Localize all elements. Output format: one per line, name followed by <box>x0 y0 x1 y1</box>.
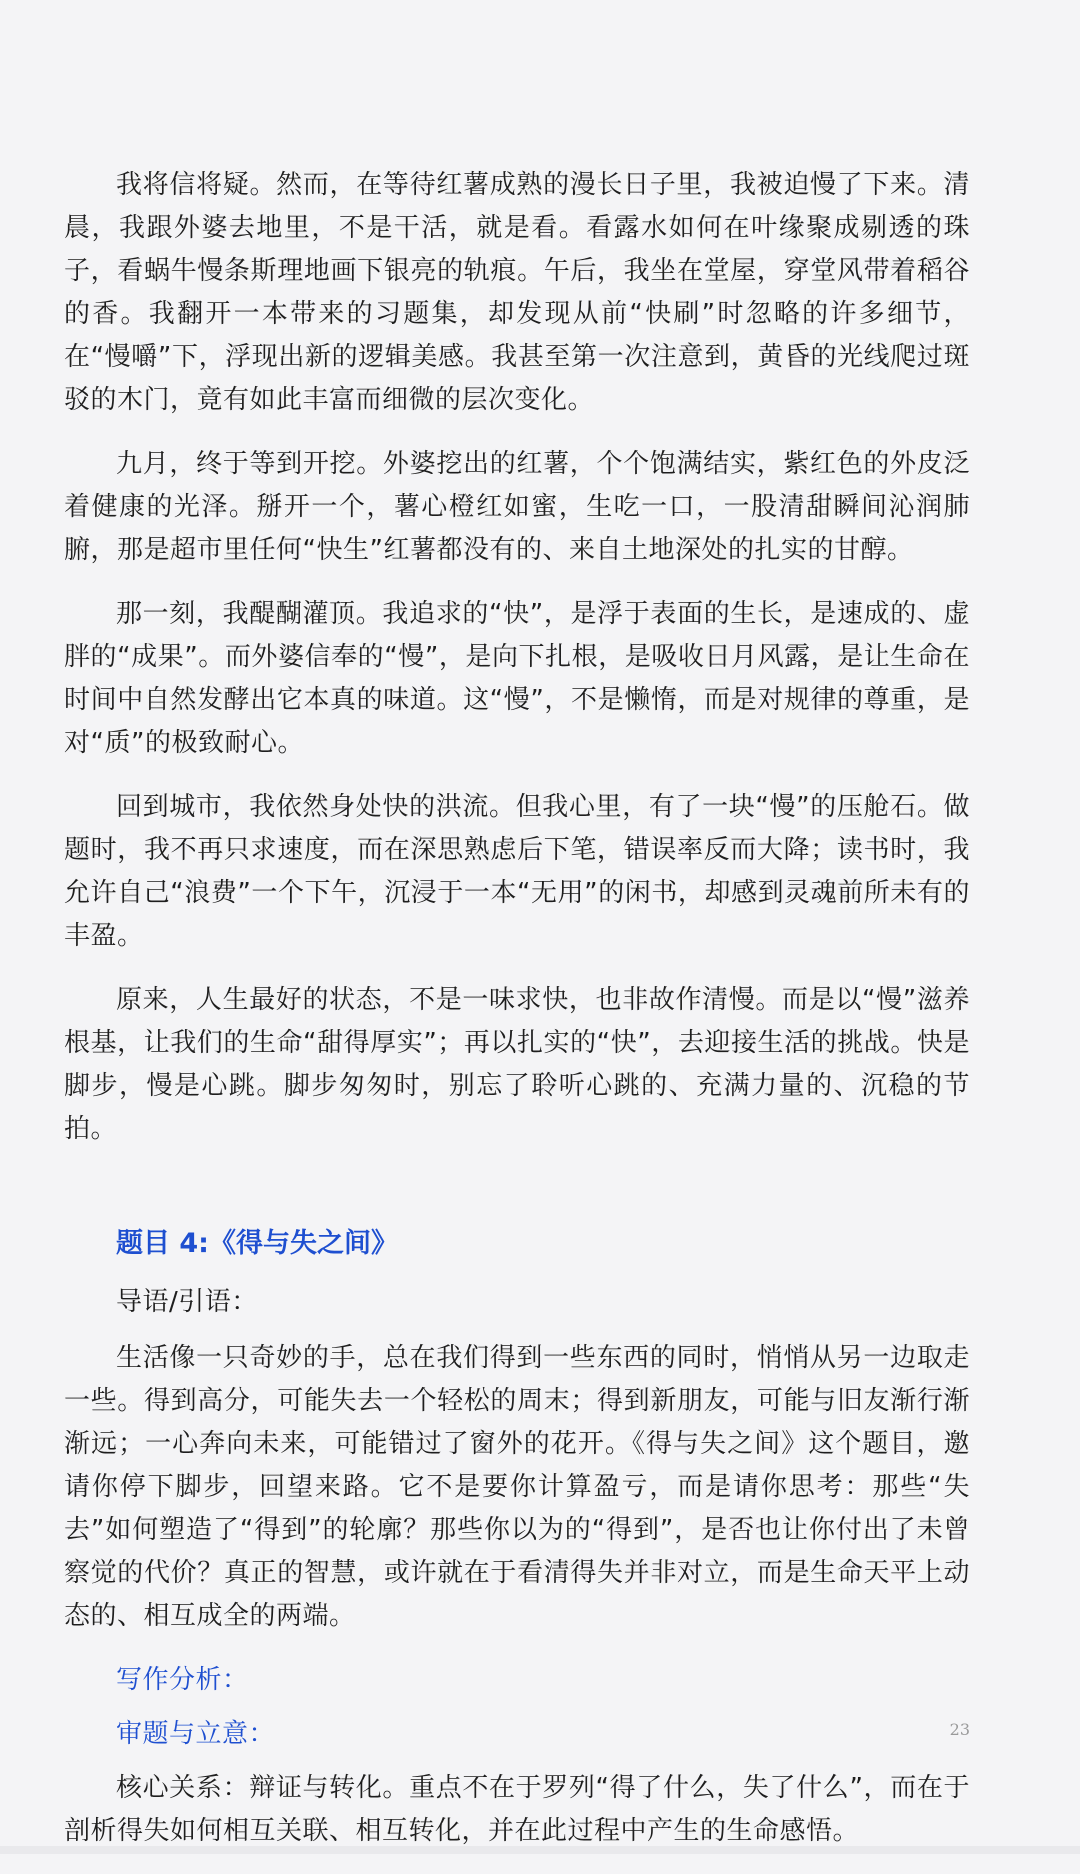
topic-heading: 题目 4:《得与失之间》 <box>116 1228 398 1259</box>
intro-label: 导语/引语： <box>116 1287 258 1317</box>
theme-label: 审题与立意： <box>116 1719 276 1749</box>
document-body <box>64 164 970 1874</box>
paragraph: 那一刻，我醍醐灌顶。我追求的“快”，是浮于表面的生长，是速成的、虚胖的“成果”。而外婆信奉的“慢”，是向下扎根，是吸收日月风露，是让生命在时间中自然发酵出它本真的味道。这“慢”，不是懒惰，而是对规律的尊重，是对“质”的极致耐心。 <box>64 599 970 758</box>
intro-paragraph: 生活像一只奇妙的手，总在我们得到一些东西的同时，悄悄从另一边取走一些。得到高分，可能失去一个轻松的周末；得到新朋友，可能与旧友渐行渐渐远；一心奔向未来，可能错过了窗外的花开。《得与失之间》这个题目，邀请你停下脚步，回望来路。它不是要你计算盈亏，而是请你思考：那些“失去”如何塑造了“得到”的轮廓？那些你以为的“得到”，是否也让你付出了未曾察觉的代价？真正的智慧，或许就在于看清得失并非对立，而是生命天平上动态的、相互成全的两端。 <box>64 1343 970 1631</box>
analysis-label: 写作分析： <box>116 1665 249 1695</box>
core-paragraph: 核心关系：辩证与转化。重点不在于罗列“得了什么，失了什么”，而在于剖析得失如何相互关联、相互转化，并在此过程中产生的生命感悟。 <box>64 1773 970 1846</box>
paragraph: 回到城市，我依然身处快的洪流。但我心里，有了一块“慢”的压舱石。做题时，我不再只求速度，而在深思熟虑后下笔，错误率反而大降；读书时，我允许自己“浪费”一个下午，沉浸于一本“无用”的闲书，却感到灵魂前所未有的丰盈。 <box>64 792 970 951</box>
paragraph: 我将信将疑。然而，在等待红薯成熟的漫长日子里，我被迫慢了下来。清晨，我跟外婆去地里，不是干活，就是看。看露水如何在叶缘聚成剔透的珠子，看蜗牛慢条斯理地画下银亮的轨痕。午后，我坐在堂屋，穿堂风带着稻谷的香。我翻开一本带来的习题集，却发现从前“快刷”时忽略的许多细节，在“慢嚼”下，浮现出新的逻辑美感。我甚至第一次注意到，黄昏的光线爬过斑驳的木门，竟有如此丰富而细微的层次变化。 <box>64 170 970 415</box>
paragraph: 原来，人生最好的状态，不是一味求快，也非故作清慢。而是以“慢”滋养根基，让我们的生命“甜得厚实”；再以扎实的“快”，去迎接生活的挑战。快是脚步，慢是心跳。脚步匆匆时，别忘了聆听心跳的、充满力量的、沉稳的节拍。 <box>64 985 970 1144</box>
page-number: 23 <box>949 1720 970 1739</box>
paragraph: 九月，终于等到开挖。外婆挖出的红薯，个个饱满结实，紫红色的外皮泛着健康的光泽。掰开一个，薯心橙红如蜜，生吃一口，一股清甜瞬间沁润肺腑，那是超市里任何“快生”红薯都没有的、来自土地深处的扎实的甘醇。 <box>64 449 970 565</box>
bottom-divider <box>0 1846 1080 1854</box>
